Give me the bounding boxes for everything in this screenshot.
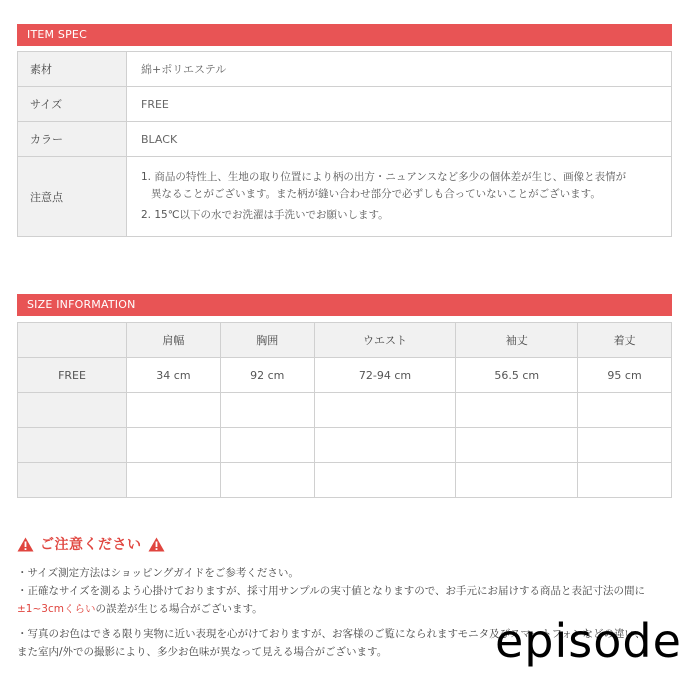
table-cell <box>578 428 672 463</box>
table-cell: 34 cm <box>127 358 221 393</box>
table-cell <box>456 393 578 428</box>
spec-value-notes <box>127 157 672 237</box>
caution-line-1: ・サイズ測定方法はショッピングガイドをご参考ください。 <box>17 567 299 579</box>
table-cell <box>127 463 221 498</box>
note-line-2: 2. 15℃以下の水でお洗濯は手洗いでお願いします。 <box>141 209 389 221</box>
column-header: 着丈 <box>578 323 672 358</box>
table-cell <box>578 463 672 498</box>
table-cell <box>220 463 314 498</box>
table-cell <box>127 393 221 428</box>
table-cell <box>127 428 221 463</box>
spec-label-material: 素材 <box>18 52 127 87</box>
caution-error-range: ±1~3cmくらい <box>17 603 96 615</box>
table-cell <box>578 393 672 428</box>
caution-title: ご注意ください <box>40 537 142 553</box>
item-spec-header: ITEM SPEC <box>17 24 672 46</box>
table-cell <box>220 428 314 463</box>
table-row <box>18 122 672 157</box>
size-row-label <box>18 463 127 498</box>
note-line-1: 1. 商品の特性上、生地の取り位置により柄の出方・ニュアンスなど多少の個体差が生じ、画像と表情が <box>141 171 627 183</box>
table-row <box>18 358 672 393</box>
table-cell <box>456 463 578 498</box>
spec-value-size: FREE <box>127 87 672 122</box>
table-row <box>18 463 672 498</box>
caution-line-3 <box>17 601 263 617</box>
table-row <box>18 87 672 122</box>
size-corner-cell <box>18 323 127 358</box>
column-header: 袖丈 <box>456 323 578 358</box>
table-row <box>18 52 672 87</box>
table-cell: 95 cm <box>578 358 672 393</box>
caution-line-5: また室内/外での撮影により、多少お色味が異なって見える場合がございます。 <box>17 646 388 658</box>
column-header: ウエスト <box>314 323 456 358</box>
size-info-table <box>17 322 672 498</box>
brand-logo: episode <box>495 614 682 668</box>
table-cell <box>314 428 456 463</box>
table-cell <box>456 428 578 463</box>
warning-icon <box>17 537 34 552</box>
warning-icon <box>148 537 165 552</box>
spec-value-material: 綿+ポリエステル <box>127 52 672 87</box>
spec-label-color: カラー <box>18 122 127 157</box>
spec-value-color: BLACK <box>127 122 672 157</box>
spec-label-notes: 注意点 <box>18 157 127 237</box>
size-row-label <box>18 428 127 463</box>
table-cell <box>314 463 456 498</box>
note-line-1b: 異なることがございます。また柄が縫い合わせ部分で必ずしも合っていないことがございます。 <box>151 188 601 200</box>
table-row <box>18 428 672 463</box>
caution-line-2: ・正確なサイズを測るよう心掛けておりますが、採寸用サンプルの実寸値となりますので、お手元にお届けする商品と表記寸法の間に <box>17 585 646 597</box>
table-cell: 72-94 cm <box>314 358 456 393</box>
table-cell <box>314 393 456 428</box>
size-row-label: FREE <box>18 358 127 393</box>
table-row <box>18 157 672 237</box>
caution-heading <box>17 534 165 554</box>
table-row <box>18 393 672 428</box>
caution-line-3-rest: の誤差が生じる場合がございます。 <box>95 603 263 615</box>
spec-label-size: サイズ <box>18 87 127 122</box>
size-row-label <box>18 393 127 428</box>
size-info-header: SIZE INFORMATION <box>17 294 672 316</box>
column-header: 肩幅 <box>127 323 221 358</box>
column-header: 胸囲 <box>220 323 314 358</box>
table-header-row <box>18 323 672 358</box>
table-cell: 92 cm <box>220 358 314 393</box>
table-cell: 56.5 cm <box>456 358 578 393</box>
item-spec-table <box>17 51 672 237</box>
caution-line-4: ・写真のお色はできる限り実物に近い表現を心がけておりますが、お客様のご覧になられますモニタ及びスマートフォンなどの違い、 <box>17 628 646 640</box>
table-cell <box>220 393 314 428</box>
